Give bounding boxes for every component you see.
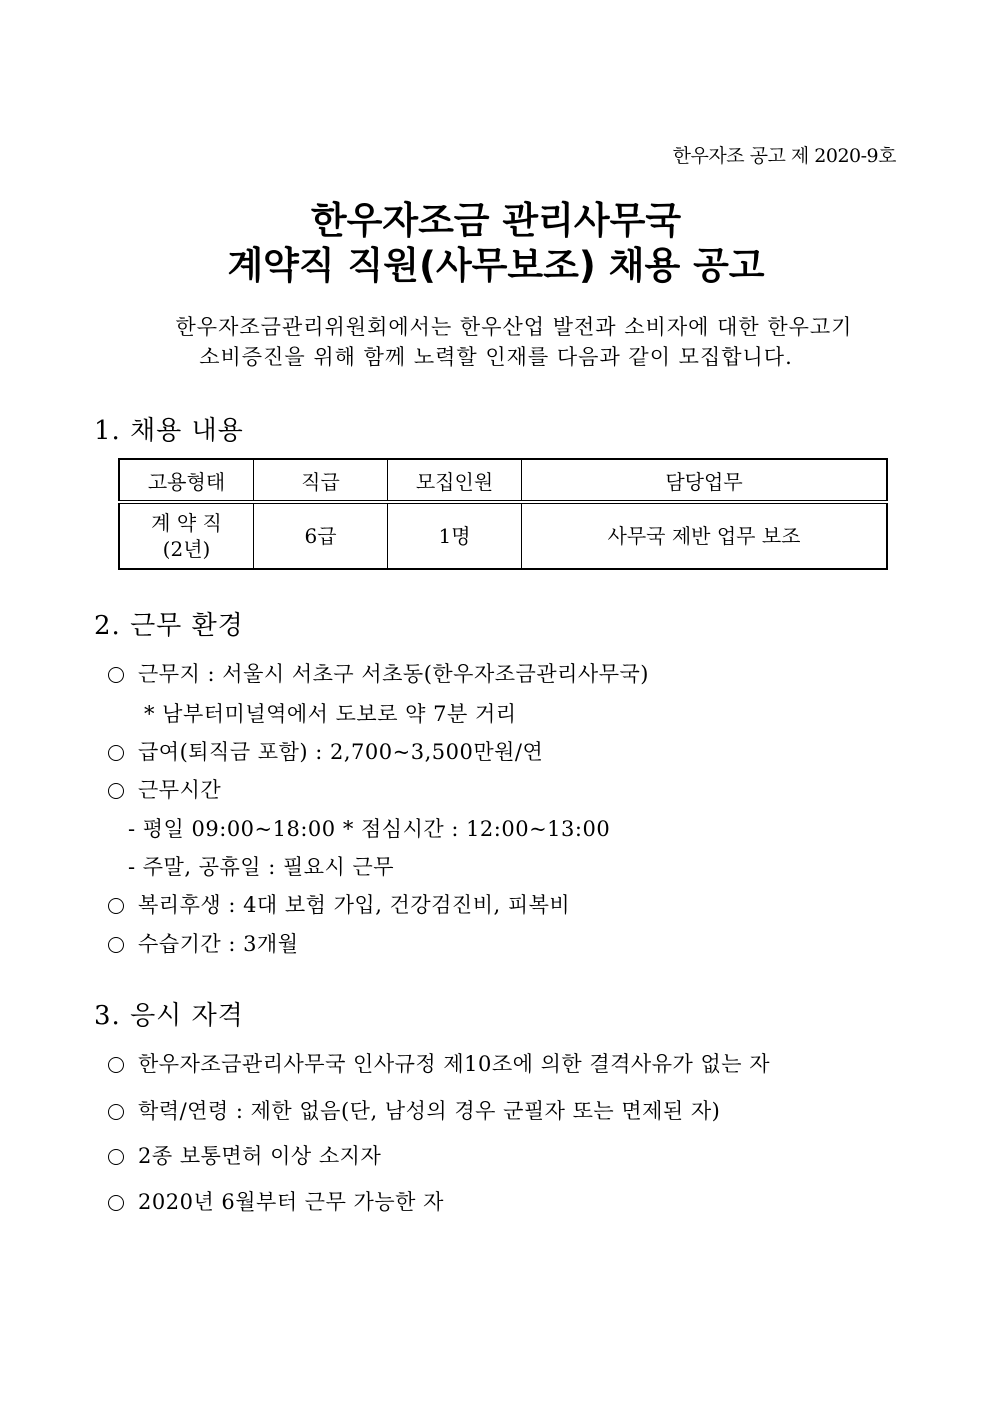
page-title-line1: 한우자조금 관리사무국 bbox=[310, 199, 682, 242]
circle-bullet-icon bbox=[108, 1104, 124, 1120]
circle-bullet-icon bbox=[108, 745, 124, 761]
table-header-cell: 모집인원 bbox=[388, 459, 522, 502]
section-heading-qualifications: 3. 응시 자격 bbox=[94, 1001, 244, 1031]
page-title-line2: 계약직 직원(사무보조) 채용 공고 bbox=[227, 244, 765, 287]
qualification-text: 2종 보통면허 이상 소지자 bbox=[138, 1144, 382, 1168]
list-item bbox=[108, 889, 570, 919]
list-item bbox=[108, 1048, 770, 1078]
table-header-cell: 고용형태 bbox=[119, 459, 254, 502]
location-text: 근무지 : 서울시 서초구 서초동(한우자조금관리사무국) bbox=[138, 662, 649, 686]
circle-bullet-icon bbox=[108, 1195, 124, 1211]
location-note: * 남부터미널역에서 도보로 약 7분 거리 bbox=[144, 702, 517, 726]
circle-bullet-icon bbox=[108, 1149, 124, 1165]
intro-line1: 한우자조금관리위원회에서는 한우산업 발전과 소비자에 대한 한우고기 bbox=[175, 315, 853, 339]
table-header-cell: 직급 bbox=[254, 459, 388, 502]
qualification-text: 2020년 6월부터 근무 가능한 자 bbox=[138, 1190, 444, 1214]
employment-type-line2: (2년) bbox=[162, 537, 211, 561]
list-item bbox=[108, 1186, 444, 1216]
table-header-row bbox=[119, 459, 887, 502]
weekend-hours: - 주말, 공휴일 : 필요시 근무 bbox=[128, 855, 395, 879]
notice-number: 한우자조 공고 제 2020-9호 bbox=[672, 145, 896, 167]
benefits-text: 복리후생 : 4대 보험 가입, 건강검진비, 피복비 bbox=[138, 893, 571, 917]
salary-text: 급여(퇴직금 포함) : 2,700~3,500만원/연 bbox=[138, 740, 544, 764]
table-row bbox=[119, 502, 887, 569]
list-item bbox=[108, 736, 543, 766]
section-heading-environment: 2. 근무 환경 bbox=[94, 611, 244, 641]
intro-line2: 소비증진을 위해 함께 노력할 인재를 다음과 같이 모집합니다. bbox=[199, 345, 793, 369]
table-cell-grade: 6급 bbox=[254, 502, 388, 569]
list-item bbox=[108, 1140, 381, 1170]
table-cell-duty: 사무국 제반 업무 보조 bbox=[522, 502, 888, 569]
list-item bbox=[108, 774, 221, 804]
list-item bbox=[108, 928, 299, 958]
circle-bullet-icon bbox=[108, 667, 124, 683]
hours-text: 근무시간 bbox=[138, 778, 222, 802]
list-item bbox=[108, 1095, 720, 1125]
circle-bullet-icon bbox=[108, 783, 124, 799]
employment-type-line1: 계 약 직 bbox=[151, 511, 222, 535]
circle-bullet-icon bbox=[108, 1057, 124, 1073]
qualification-text: 학력/연령 : 제한 없음(단, 남성의 경우 군필자 또는 면제된 자) bbox=[138, 1099, 721, 1123]
table-header-cell: 담당업무 bbox=[522, 459, 888, 502]
recruitment-table bbox=[118, 458, 888, 570]
circle-bullet-icon bbox=[108, 937, 124, 953]
table-cell-employment-type bbox=[119, 502, 254, 569]
list-item bbox=[108, 658, 649, 688]
section-heading-recruitment: 1. 채용 내용 bbox=[94, 416, 244, 446]
table-cell-count: 1명 bbox=[388, 502, 522, 569]
weekday-hours: - 평일 09:00~18:00 * 점심시간 : 12:00~13:00 bbox=[128, 817, 611, 841]
qualification-text: 한우자조금관리사무국 인사규정 제10조에 의한 결격사유가 없는 자 bbox=[138, 1052, 770, 1076]
circle-bullet-icon bbox=[108, 898, 124, 914]
probation-text: 수습기간 : 3개월 bbox=[138, 932, 299, 956]
